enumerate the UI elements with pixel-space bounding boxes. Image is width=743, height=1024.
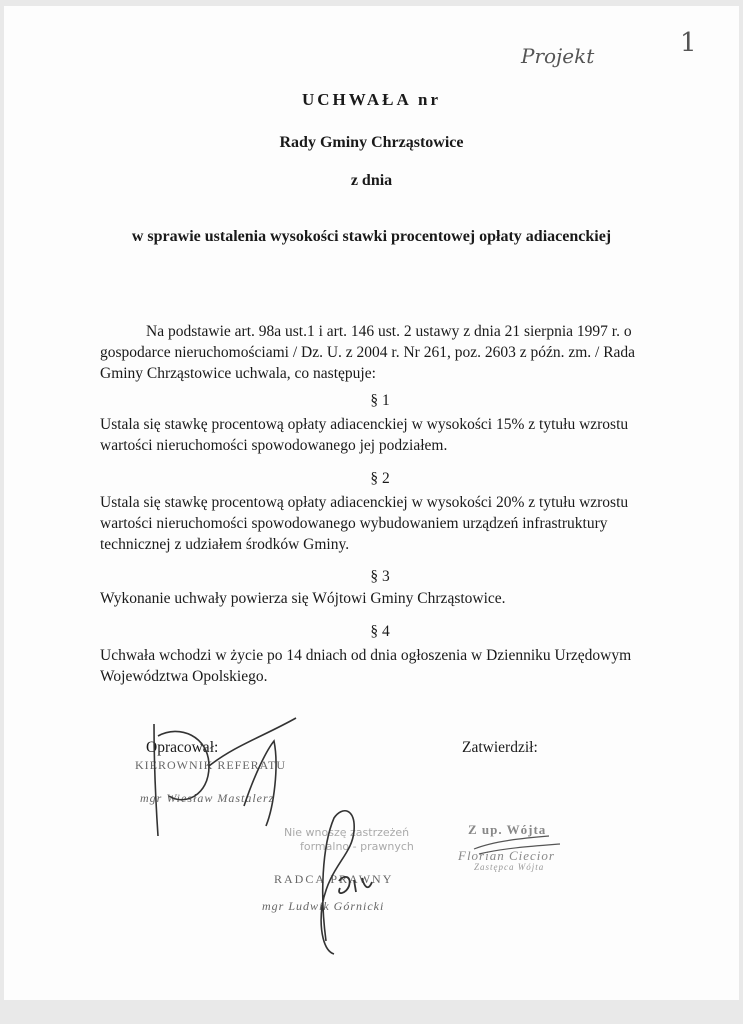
legal-approval-note-line1: Nie wnoszę zastrzeżeń: [284, 826, 410, 839]
deputy-mayor-title: Zastępca Wójta: [474, 862, 545, 872]
council-name: Rady Gminy Chrząstowice: [279, 134, 464, 151]
handwritten-draft-note: Projekt: [521, 44, 595, 68]
resolution-date: z dnia: [350, 172, 393, 189]
section-3-text: Wykonanie uchwały powierza się Wójtowi Gminy Chrząstowice.: [100, 590, 506, 607]
legal-basis-paragraph: Na podstawie art. 98a ust.1 i art. 146 ust. 2 ustawy z dnia 21 sierpnia 1997 r. o gospodarce nieruchomościami / Dz. U. z 2004 r. Nr 261, poz. 2603 z późn. zm. / Rada Gminy Chrząstowice uchwala, co następuje:: [100, 323, 636, 382]
section-3-mark: § 3: [370, 568, 390, 585]
resolution-title: UCHWAŁA nr: [301, 90, 442, 109]
section-1-mark: § 1: [370, 392, 390, 409]
on-behalf-of-mayor-stamp: Z up. Wójta: [468, 822, 547, 837]
section-4-text: Uchwała wchodzi w życie po 14 dniach od dnia ogłoszenia w Dzienniku Urzędowym Województwa Opolskiego.: [100, 647, 632, 685]
prepared-by-label: Opracował:: [146, 739, 219, 756]
document-page: [4, 6, 739, 1000]
section-2-text: Ustala się stawkę procentową opłaty adiacenckiej w wysokości 20% z tytułu wzrostu wartości nieruchomości spowodowanego wybudowaniem urządzeń infrastruktury technicznej z udziałem środków Gminy.: [100, 494, 629, 553]
legal-counsel-name: mgr Ludwik Górnicki: [262, 899, 385, 913]
handwritten-page-number: 1: [680, 28, 697, 58]
section-4-mark: § 4: [370, 623, 390, 640]
legal-counsel-stamp: RADCA PRAWNY: [274, 872, 394, 886]
department-head-stamp: KIEROWNIK REFERATU: [135, 758, 286, 772]
resolution-subject: w sprawie ustalenia wysokości stawki procentowej opłaty adiacenckiej: [131, 228, 612, 245]
section-1-text: Ustala się stawkę procentową opłaty adiacenckiej w wysokości 15% z tytułu wzrostu wartości nieruchomości spowodowanego jej podziałem.: [100, 416, 629, 454]
handwritten-signatures: [4, 6, 739, 1000]
section-2-mark: § 2: [370, 470, 390, 487]
deputy-mayor-name: Florian Ciecior: [458, 848, 555, 863]
signature-deputy-mayor: [474, 836, 560, 854]
signature-mark-legal: [339, 877, 372, 893]
department-head-name: mgr Wiesław Mastalerz: [140, 791, 275, 805]
legal-approval-note-line2: formalno - prawnych: [300, 840, 414, 853]
signature-preparer: [154, 718, 296, 836]
approved-by-label: Zatwierdził:: [462, 739, 538, 756]
